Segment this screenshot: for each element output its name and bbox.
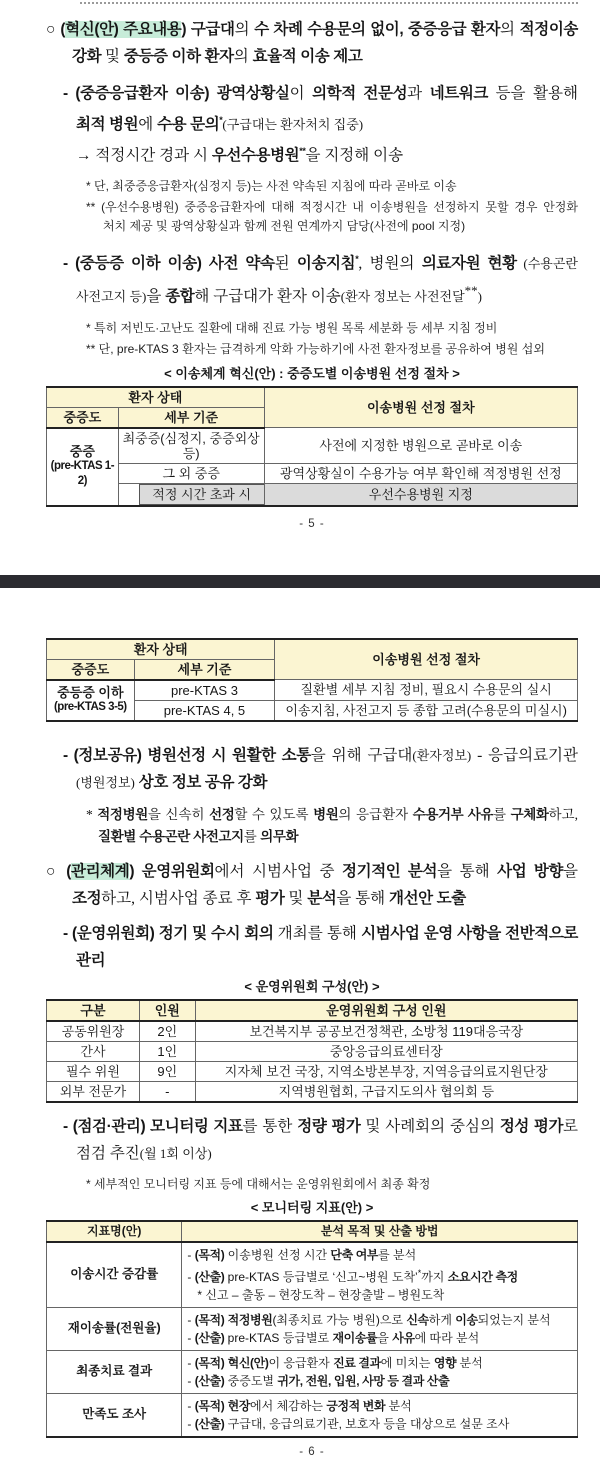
- cell-criteria: pre-KTAS 3: [134, 680, 275, 701]
- cell-members: 지역병원협회, 구급지도의사 협의회 등: [195, 1081, 577, 1102]
- page-break-bar: [0, 575, 600, 588]
- table-row: [47, 483, 578, 506]
- table-title-monitoring: < 모니터링 지표(안) >: [250, 1199, 374, 1215]
- page-6: [0, 638, 600, 1459]
- cell-criteria-inset: [118, 483, 264, 506]
- desc-line: - (산출) pre-KTAS 등급별로 ‘신고~병원 도착’*까지 소요시간 측정: [187, 1267, 518, 1284]
- cell-category: 필수 위원: [47, 1061, 140, 1081]
- col-header-severity: 중증도: [47, 407, 119, 428]
- desc-line: - (목적) 이송병원 선정 시간 단축 여부를 분석: [187, 1247, 417, 1262]
- group-sublabel: (pre-KTAS 3-5): [53, 701, 127, 714]
- cell-criteria: pre-KTAS 4, 5: [134, 700, 275, 721]
- desc-line: - (목적) 혁신(안)이 응급환자 진료 결과에 미치는 영향 분석: [187, 1355, 483, 1370]
- cell-procedure: 우선수용병원 지정: [264, 483, 577, 506]
- col-header-patient-state: 환자 상태: [47, 639, 275, 660]
- top-dotted-rule: [80, 2, 578, 4]
- footnote-star4: ** 단, pre-KTAS 3 환자는 급격하게 악화 가능하기에 사전 환자정보를 공유하여 병원 섭외: [86, 341, 545, 356]
- cell-headcount: 2인: [139, 1021, 195, 1042]
- page-number-6: - 6 -: [299, 1445, 325, 1458]
- footnote-star3: * 특히 저빈도·고난도 질환에 대해 진료 가능 병원 목록 세분화 등 세부 지침 정비: [86, 320, 498, 335]
- cell-indicator-name: 최종치료 결과: [47, 1350, 182, 1393]
- col-header-category: 구분: [47, 1000, 140, 1021]
- desc-line: - (목적) 적정병원(최종치료 가능 병원)으로 신속하게 이송되었는지 분석: [187, 1312, 551, 1327]
- col-header-patient-state: 환자 상태: [47, 387, 265, 408]
- cell-members: 지자체 보건 국장, 지역소방본부장, 지역응급의료지원단장: [195, 1061, 577, 1081]
- cell-category: 공동위원장: [47, 1021, 140, 1042]
- cell-indicator-name: 재이송률(전원율): [47, 1307, 182, 1350]
- table-row: [47, 463, 578, 483]
- footnote-star2: ** (우선수용병원) 중증응급환자에 대해 적정시간 내 이송병원을 선정하지 못할 경우 안정화 처치 제공 및 광역상황실과 함께 전원 연계까지 담당(사전에 pool 지정): [86, 200, 578, 234]
- cell-headcount: 9인: [139, 1061, 195, 1081]
- col-header-indicator: 지표명(안): [47, 1221, 182, 1242]
- col-header-criteria: 세부 기준: [134, 659, 275, 680]
- cell-indicator-desc: [182, 1307, 578, 1350]
- table-row: [47, 1021, 578, 1042]
- paragraph-moderate-transport: - (중등증 이하 이송) 사전 약속된 이송지침*, 병원의 의료자원 현황 (수용곤란 사전고지 등)을 종합해 구급대가 환자 이송(환자 정보는 사전전달**): [63, 254, 578, 306]
- desc-line: - (산출) pre-KTAS 등급별로 재이송률을 사유에 따라 분석: [187, 1330, 480, 1345]
- monitoring-table: [46, 1220, 578, 1438]
- col-header-members: 운영위원회 구성 인원: [195, 1000, 577, 1021]
- inset-box: 적정 시간 초과 시: [139, 484, 264, 505]
- paragraph-arrow-priority-hospital: → 적정시간 경과 시 우선수용병원**을 지정해 이송: [76, 146, 404, 165]
- page-5: [0, 2, 600, 531]
- group-label: 중증: [69, 444, 95, 460]
- col-header-procedure: 이송병원 선정 절차: [264, 387, 577, 428]
- table-row: [47, 680, 578, 701]
- cell-criteria: 최중증(심정지, 중증외상 등): [118, 428, 264, 464]
- col-header-criteria: 세부 기준: [118, 407, 264, 428]
- table-row: [47, 1061, 578, 1081]
- desc-line: - (산출) 구급대, 응급의료기관, 보호자 등을 대상으로 설문 조사: [187, 1416, 510, 1431]
- footnote-monitoring: * 세부적인 모니터링 지표 등에 대해서는 운영위원회에서 최종 확정: [86, 1176, 431, 1191]
- severity-group-cell: [47, 428, 119, 506]
- paragraph-monitoring: - (점검·관리) 모니터링 지표를 통한 정량 평가 및 사례회의 중심의 정성 평가로 점검 추진(월 1회 이상): [63, 1117, 579, 1162]
- document-page: [0, 2, 600, 1458]
- table-row: [47, 1041, 578, 1061]
- desc-line: - (산출) 중증도별 귀가, 전원, 입원, 사망 등 결과 산출: [187, 1373, 450, 1388]
- cell-procedure: 이송지침, 사전고지 등 종합 고려(수용문의 미실시): [275, 700, 578, 721]
- group-label: 중등증 이하: [57, 685, 124, 701]
- paragraph-innovation-summary: ○ (혁신(안) 주요내용) 구급대의 수 차례 수용문의 없이, 중증응급 환자의 적정이송 강화 및 중등증 이하 환자의 효율적 이송 제고: [46, 21, 578, 65]
- paragraph-steering-committee: - (운영위원회) 정기 및 수시 회의 개최를 통해 시범사업 운영 사항을 전반적으로 관리: [63, 924, 579, 969]
- paragraph-severe-transport: - (중증응급환자 이송) 광역상황실이 의학적 전문성과 네트워크 등을 활용해 최적 병원에 수용 문의*(구급대는 환자처치 집중): [63, 85, 578, 134]
- group-sublabel: (pre-KTAS 1-2): [50, 460, 115, 488]
- cell-procedure: 광역상황실이 수용가능 여부 확인해 적정병원 선정: [264, 463, 577, 483]
- cell-category: 외부 전문가: [47, 1081, 140, 1102]
- table-row: [47, 1350, 578, 1393]
- col-header-headcount: 인원: [139, 1000, 195, 1021]
- table-row: [47, 428, 578, 464]
- cell-category: 간사: [47, 1041, 140, 1061]
- footnote-star1: * 단, 최중증응급환자(심정지 등)는 사전 약속된 지침에 따라 곧바로 이송: [86, 179, 457, 194]
- cell-indicator-desc: [182, 1242, 578, 1308]
- cell-members: 중앙응급의료센터장: [195, 1041, 577, 1061]
- cell-headcount: -: [139, 1081, 195, 1102]
- cell-criteria: 그 외 중증: [118, 463, 264, 483]
- cell-indicator-name: 만족도 조사: [47, 1393, 182, 1437]
- col-header-procedure: 이송병원 선정 절차: [275, 639, 578, 680]
- severity-group-cell: [47, 680, 135, 721]
- col-header-method: 분석 목적 및 산출 방법: [182, 1221, 578, 1242]
- cell-headcount: 1인: [139, 1041, 195, 1061]
- cell-procedure: 사전에 지정한 병원으로 곧바로 이송: [264, 428, 577, 464]
- col-header-severity: 중증도: [47, 659, 135, 680]
- cell-indicator-desc: [182, 1350, 578, 1393]
- cell-members: 보건복지부 공공보건정책관, 소방청 119대응국장: [195, 1021, 577, 1042]
- footnote-hospital-refusal: * 적정병원을 신속히 선정할 수 있도록 병원의 응급환자 수용거부 사유를 구체화하고, 질환별 수용곤란 사전고지를 의무화: [86, 806, 578, 844]
- cell-procedure: 질환별 세부 지침 정비, 필요시 수용문의 실시: [275, 680, 578, 701]
- table-title-committee: < 운영위원회 구성(안) >: [244, 978, 380, 994]
- cell-indicator-name: 이송시간 증감률: [47, 1242, 182, 1308]
- table-row: [47, 1242, 578, 1308]
- table-row: [47, 1307, 578, 1350]
- page-number-5: - 5 -: [299, 517, 325, 530]
- paragraph-info-share: - (정보공유) 병원선정 시 원활한 소통을 위해 구급대(환자정보) - 응급의료기관(병원정보) 상호 정보 공유 강화: [63, 746, 578, 791]
- paragraph-management-system: ○ (관리체계) 운영위원회에서 시범사업 중 정기적인 분석을 통해 사업 방향을 조정하고, 시범사업 종료 후 평가 및 분석을 통해 개선안 도출: [46, 862, 578, 907]
- table-row: [47, 1081, 578, 1102]
- severity-transport-table: [46, 386, 578, 507]
- desc-line: * 신고 – 출동 – 현장도착 – 현장출발 – 병원도착: [187, 1287, 445, 1302]
- desc-line: - (목적) 현장에서 체감하는 긍정적 변화 분석: [187, 1398, 412, 1413]
- moderate-transport-table: [46, 638, 578, 722]
- committee-table: [46, 999, 578, 1103]
- table-title-severity-procedure: < 이송체계 혁신(안) : 중증도별 이송병원 선정 절차 >: [164, 365, 460, 381]
